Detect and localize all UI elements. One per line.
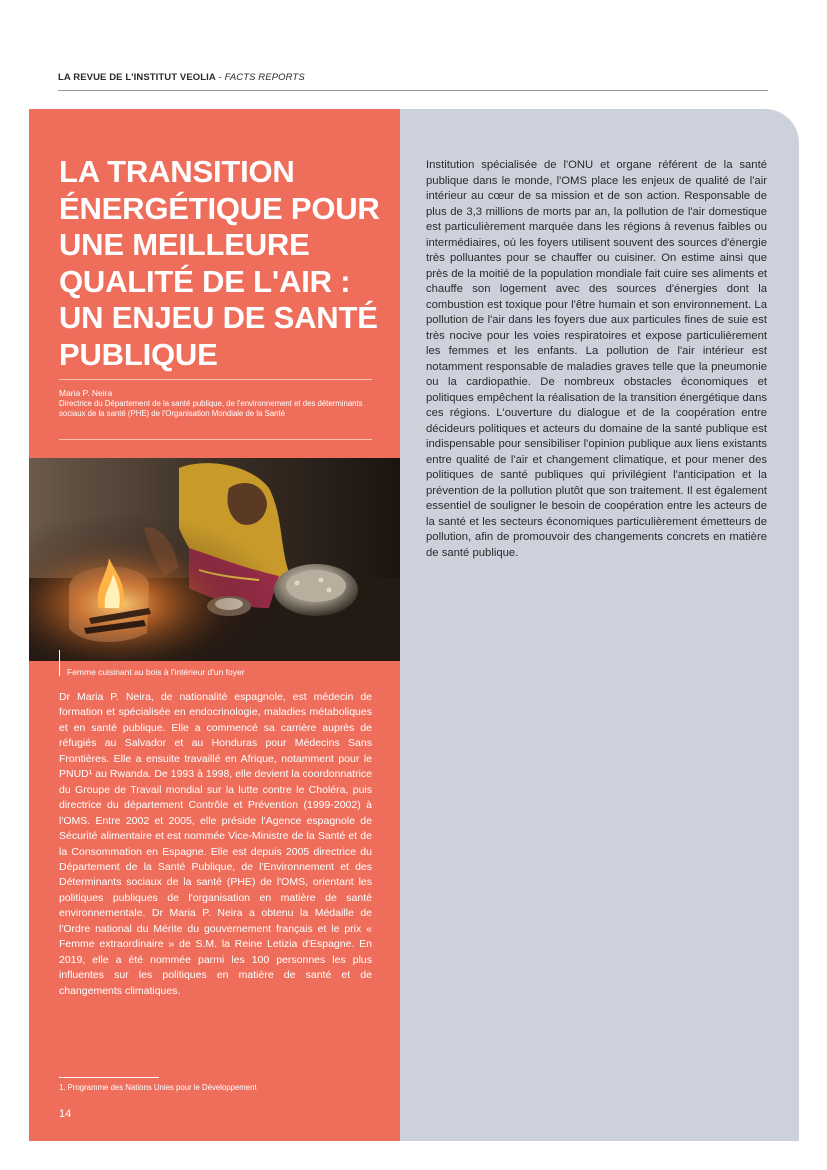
journal-name: LA REVUE DE L'INSTITUT VEOLIA [58, 72, 216, 83]
page-number: 14 [59, 1108, 72, 1120]
photo-caption: Femme cuisinant au bois à l'intérieur d'un foyer [67, 667, 245, 677]
section-name: FACTS REPORTS [224, 72, 305, 83]
author-role: Directrice du Département de la santé publique, de l'environnement et des déterminants sociaux de la santé (PHE) de l'Organisation Mondiale de la Santé [59, 399, 363, 419]
article-title: LA TRANSITION ÉNERGÉTIQUE POUR UNE MEILLEURE QUALITÉ DE L'AIR : UN ENJEU DE SANTÉ PUBLIQUE [59, 154, 380, 372]
author-name: Maria P. Neira [59, 388, 113, 398]
author-rule-bottom [59, 439, 372, 440]
running-header [58, 72, 305, 83]
caption-marker [59, 650, 60, 676]
header-separator: - [215, 72, 225, 83]
footnote: 1. Programme des Nations Unies pour le Développement [59, 1083, 257, 1092]
author-biography: Dr Maria P. Neira, de nationalité espagnole, est médecin de formation et spécialisée en endocrinologie, maladies métaboliques et en santé publique. Elle a commencé sa carrière auprès de réfugiés au Salvador et au Honduras pour Médecins Sans Frontières. Elle a ensuite travaillé en Afrique, notamment pour le PNUD¹ au Rwanda. De 1993 à 1998, elle devient la coordonnatrice du Groupe de Travail mondial sur la lutte contre le Choléra, puis directrice du département Contrôle et Prévention (1999-2002) à l'OMS. Entre 2002 et 2005, elle préside l'Agence espagnole de Sécurité alimentaire et est nommée Vice-Ministre de la Santé et de la Consommation en Espagne. Elle est depuis 2005 directrice du Département de la Santé Publique, de l'Environnement et des Déterminants sociaux de la santé (PHE) de l'OMS, orientant les politiques publiques de l'organisation en matière de santé environnementale. Dr Maria P. Neira a obtenu la Médaille de l'Ordre national du Mérite du gouvernement français et le prix « Femme extraordinaire » de S.M. la Reine Letizia d'Espagne. En 2019, elle a été nommée parmi les 100 personnes les plus influentes sur les politiques en matière de santé et de changements climatiques. [59, 691, 372, 997]
article-photo [29, 458, 400, 661]
footnote-rule [59, 1077, 159, 1078]
cooking-photo-illustration [29, 458, 400, 661]
article-body: Institution spécialisée de l'ONU et organe référent de la santé publique dans le monde, l'OMS place les enjeux de qualité de l'air intérieur au cœur de sa mission et de son action. Responsable de plus de 3,3 millions de morts par an, la pollution de l'air domestique est particulièrement marquée dans les régions à revenus faibles ou intermédiaires, où les foyers utilisent souvent des sources d'énergie très polluantes pour se chauffer ou cuisiner. On estime ainsi que près de la moitié de la population mondiale fait cuire ses aliments et chauffe son logement avec des sources d'énergies dont la combustion est toxique pour l'être humain et son environnement. La pollution de l'air dans les foyers due aux particules fines de suie est très nocive pour les voies respiratoires et expose particulièrement les femmes et les enfants. La pollution de l'air intérieur est notamment responsable de maladies graves telle que la pneumonie ou la cardiopathie. De nombreux obstacles économiques et politiques empêchent la réalisation de la transition énergétique dans ces régions. L'ouverture du dialogue et de la coopération entre décideurs politiques et acteurs du domaine de la santé publique est indispensable pour sensibiliser l'opinion publique aux liens existants entre qualité de l'air et changement climatique, et pour mener des politiques de santé publiques qui privilégient l'anticipation et la prévention de la pollution plutôt que son traitement. Il est également essentiel de souligner le besoin de coopération entre les acteurs de la santé et les secteurs économiques particulièrement émetteurs de pollution, afin de promouvoir des changements concrets en matière de santé publique. [426, 159, 767, 559]
author-rule-top [59, 379, 372, 380]
header-rule [58, 90, 768, 91]
